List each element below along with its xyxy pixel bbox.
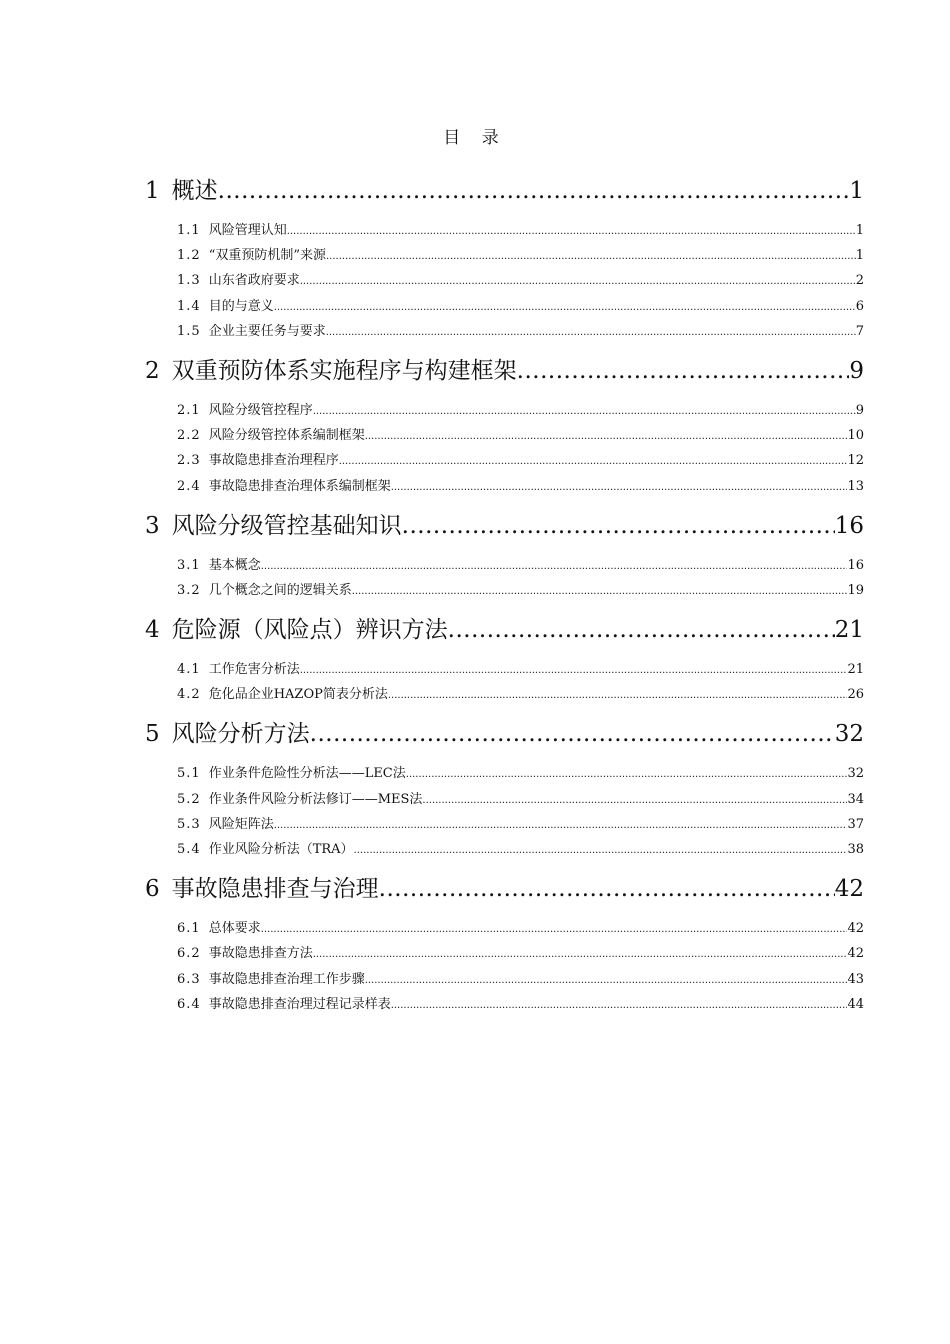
page-number: 2 [855,273,864,289]
page-number: 42 [847,921,864,937]
page-number: 10 [847,428,864,444]
section-number: 1.1 [177,223,201,238]
toc-entry-chapter[interactable] [145,713,864,755]
dot-leader [326,244,856,269]
section-number: 3.2 [177,582,201,598]
section-number: 1.3 [177,273,201,289]
toc-entry-section[interactable] [177,941,864,966]
dot-leader [391,475,848,500]
toc-entry-section[interactable] [177,967,864,992]
page-number: 32 [834,721,864,748]
page-number: 6 [855,298,864,314]
toc-entry-section[interactable] [177,916,864,941]
toc-chapter-2 [145,350,864,499]
section-number: 1.4 [177,298,201,314]
chapter-number: 1 [145,178,160,204]
section-title: 山东省政府要求 [208,273,300,289]
toc-chapter-3 [145,505,864,603]
page-number: 43 [847,971,864,987]
section-title: 工作危害分析法 [208,662,300,678]
page-number: 1 [855,248,864,264]
toc-subsections [145,553,864,603]
toc-entry-section[interactable] [177,319,864,344]
toc-entry-section[interactable] [177,553,864,578]
dot-leader [379,868,835,910]
toc-chapter-4 [145,609,864,707]
dot-leader [300,269,856,294]
section-title: “双重预防机制”来源 [208,248,326,264]
section-title: 基本概念 [208,557,261,573]
section-number: 5.3 [177,816,201,832]
dot-leader [517,350,850,392]
toc-entry-section[interactable] [177,682,864,707]
dot-leader [365,424,848,449]
section-number: 5.2 [177,791,201,807]
dot-leader [300,658,848,683]
dot-leader [287,219,856,244]
dot-leader [274,813,848,838]
page-number: 16 [834,512,864,539]
toc-subsections [145,218,864,344]
section-number: 5.4 [177,842,201,857]
section-title: 事故隐患排查治理体系编制框架 [208,478,391,494]
section-title: 作业条件危险性分析法——LEC法 [208,766,406,782]
dot-leader [261,917,848,942]
section-number: 4.1 [177,662,201,678]
page-number: 44 [847,996,864,1012]
dot-leader [261,554,848,579]
page-number: 13 [847,478,864,494]
toc-entry-chapter[interactable] [145,868,864,910]
dot-leader [310,713,835,755]
dot-leader [326,320,856,345]
page-number: 12 [847,453,864,469]
chapter-number: 4 [145,617,160,644]
chapter-title: 双重预防体系实施程序与构建框架 [171,357,517,384]
dot-leader [402,505,835,547]
section-number: 6.2 [177,946,201,962]
toc-subsections [145,657,864,707]
toc-entry-section[interactable] [177,243,864,268]
toc-entry-section[interactable] [177,474,864,499]
chapter-number: 5 [145,721,160,748]
section-title: 事故隐患排查治理程序 [208,453,339,469]
section-number: 2.1 [177,402,201,418]
section-title: 风险分级管控程序 [208,402,313,418]
page-number: 1 [855,223,864,238]
toc-subsections [145,916,864,1017]
page-number: 26 [847,687,864,703]
toc-entry-section[interactable] [177,448,864,473]
section-number: 6.4 [177,996,201,1012]
chapter-title: 风险分析方法 [171,721,310,748]
dot-leader [422,788,847,813]
page-number: 42 [847,946,864,962]
chapter-number: 6 [145,876,160,903]
section-number: 6.1 [177,921,201,937]
dot-leader [313,399,856,424]
toc-entry-section[interactable] [177,761,864,786]
section-title: 风险管理认知 [208,223,287,238]
dot-leader [388,683,848,708]
page-number: 34 [847,791,864,807]
dot-leader [448,609,835,651]
toc-entry-chapter[interactable] [145,170,864,212]
dot-leader [365,968,848,993]
page-number: 16 [847,557,864,573]
toc-entry-section[interactable] [177,578,864,603]
toc-entry-section[interactable] [177,268,864,293]
chapter-title: 事故隐患排查与治理 [171,876,379,903]
section-title: 作业条件风险分析法修订——MES法 [208,791,423,807]
chapter-number: 2 [145,357,160,384]
page-number: 21 [847,662,864,678]
section-title: 总体要求 [208,921,261,937]
page-number: 37 [847,816,864,832]
section-title: 风险矩阵法 [208,816,274,832]
toc-entry-section[interactable] [177,218,864,243]
toc-subsections [145,761,864,862]
section-number: 1.5 [177,323,201,339]
page-number: 9 [849,357,864,384]
page-number: 38 [847,842,864,857]
section-number: 2.3 [177,453,201,469]
toc-entry-section[interactable] [177,423,864,448]
section-title: 企业主要任务与要求 [208,323,326,339]
page-number: 1 [849,178,864,204]
toc-entry-section[interactable] [177,837,864,862]
section-number: 4.2 [177,687,201,703]
page-number: 42 [834,876,864,903]
dot-leader [313,942,848,967]
section-number: 1.2 [177,248,201,264]
toc-entry-section[interactable] [177,787,864,812]
chapter-title: 风险分级管控基础知识 [171,512,402,539]
toc-entry-section[interactable] [177,992,864,1017]
dot-leader [354,838,848,863]
chapter-title: 概述 [171,178,218,204]
page-number: 32 [847,766,864,782]
section-number: 5.1 [177,766,201,782]
toc-entry-section[interactable] [177,657,864,682]
toc-entry-section[interactable] [177,294,864,319]
dot-leader [339,449,848,474]
section-title: 事故隐患排查方法 [208,946,313,962]
page-number: 7 [855,323,864,339]
chapter-number: 3 [145,512,160,539]
section-title: 作业风险分析法（TRA） [208,842,354,857]
dot-leader [406,762,848,787]
toc-entry-section[interactable] [177,398,864,423]
dot-leader [352,579,848,604]
dot-leader [391,993,848,1018]
section-title: 风险分级管控体系编制框架 [208,428,365,444]
page-number: 21 [834,617,864,644]
toc-chapter-6 [145,868,864,1017]
table-of-contents [145,170,864,1023]
page-number: 9 [855,402,864,418]
section-title: 事故隐患排查治理过程记录样表 [208,996,391,1012]
toc-entry-chapter[interactable] [145,505,864,547]
toc-entry-section[interactable] [177,812,864,837]
section-title: 几个概念之间的逻辑关系 [208,582,352,598]
section-title: 事故隐患排查治理工作步骤 [208,971,365,987]
toc-chapter-1 [145,170,864,344]
toc-chapter-5 [145,713,864,862]
toc-title: 目 录 [443,128,507,148]
toc-entry-chapter[interactable] [145,609,864,651]
section-number: 2.2 [177,428,201,444]
toc-subsections [145,398,864,499]
toc-entry-chapter[interactable] [145,350,864,392]
dot-leader [218,170,850,212]
chapter-title: 危险源（风险点）辨识方法 [171,617,448,644]
section-number: 2.4 [177,478,201,494]
section-title: 目的与意义 [208,298,274,314]
section-number: 6.3 [177,971,201,987]
dot-leader [274,295,856,320]
section-number: 3.1 [177,557,201,573]
page-number: 19 [847,582,864,598]
section-title: 危化品企业HAZOP简表分析法 [208,687,388,703]
